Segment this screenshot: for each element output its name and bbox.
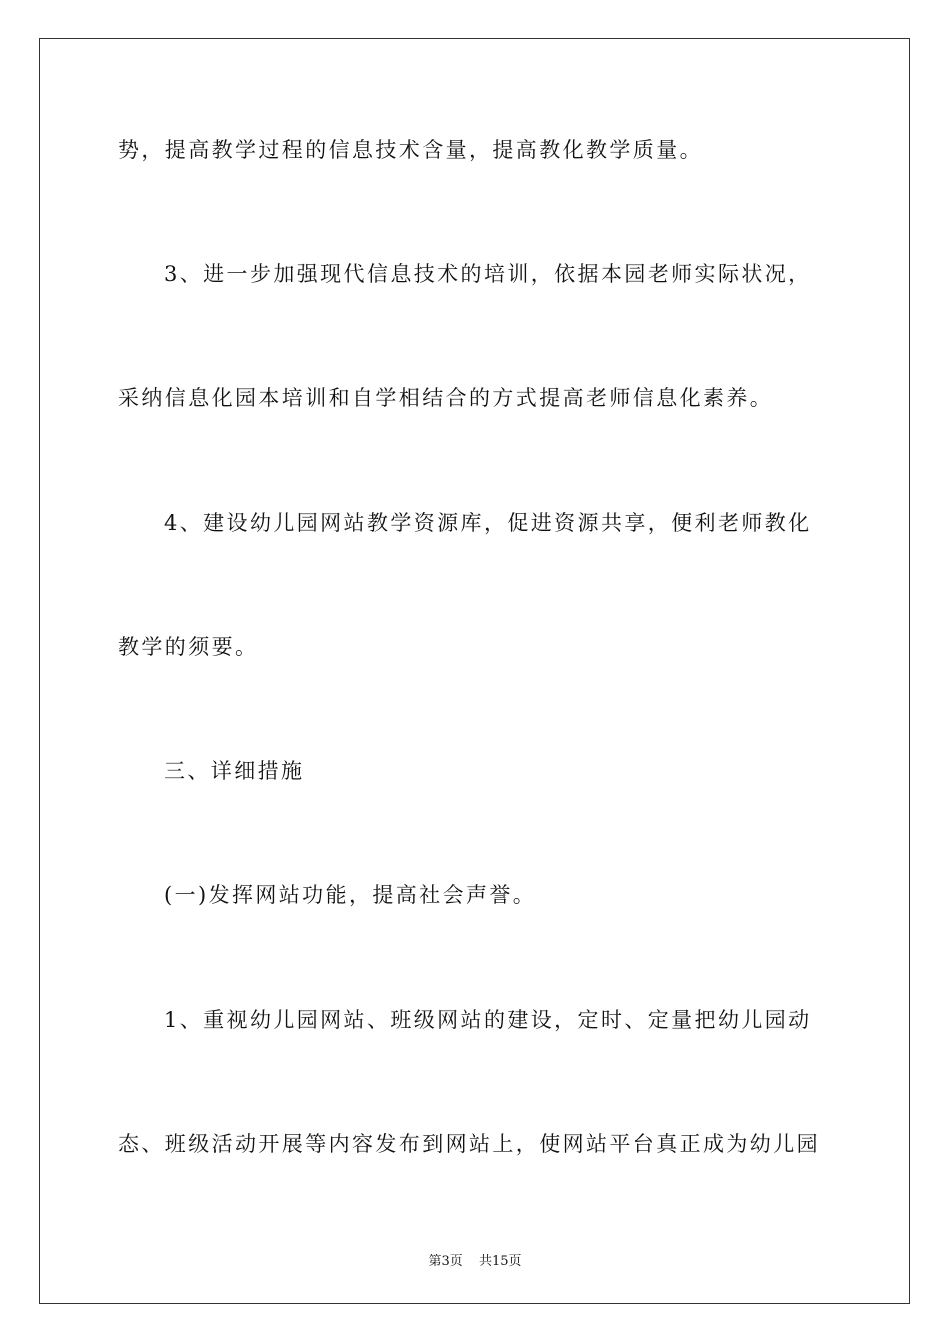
paragraph-line: 1、重视幼儿园网站、班级网站的建设，定时、定量把幼儿园动 [164,1008,812,1032]
page-number: 第3页 [428,1254,463,1269]
paragraph-line: 采纳信息化园本培训和自学相结合的方式提高老师信息化素养。 [118,386,774,410]
paragraph-line: 教学的须要。 [118,635,259,659]
page-frame [39,38,910,1304]
page-footer [0,1250,950,1269]
section-heading: 三、详细措施 [164,759,305,783]
paragraph-line: 态、班级活动开展等内容发布到网站上，使网站平台真正成为幼儿园 [118,1132,820,1156]
subsection-heading: (一)发挥网站功能，提高社会声誉。 [164,883,537,907]
paragraph-line: 势，提高教学过程的信息技术含量，提高教化教学质量。 [118,138,703,162]
page-total: 共15页 [478,1254,522,1269]
paragraph-line: 4、建设幼儿园网站教学资源库，促进资源共享，便利老师教化 [164,511,812,535]
paragraph-line: 3、进一步加强现代信息技术的培训，依据本园老师实际状况， [164,262,812,286]
